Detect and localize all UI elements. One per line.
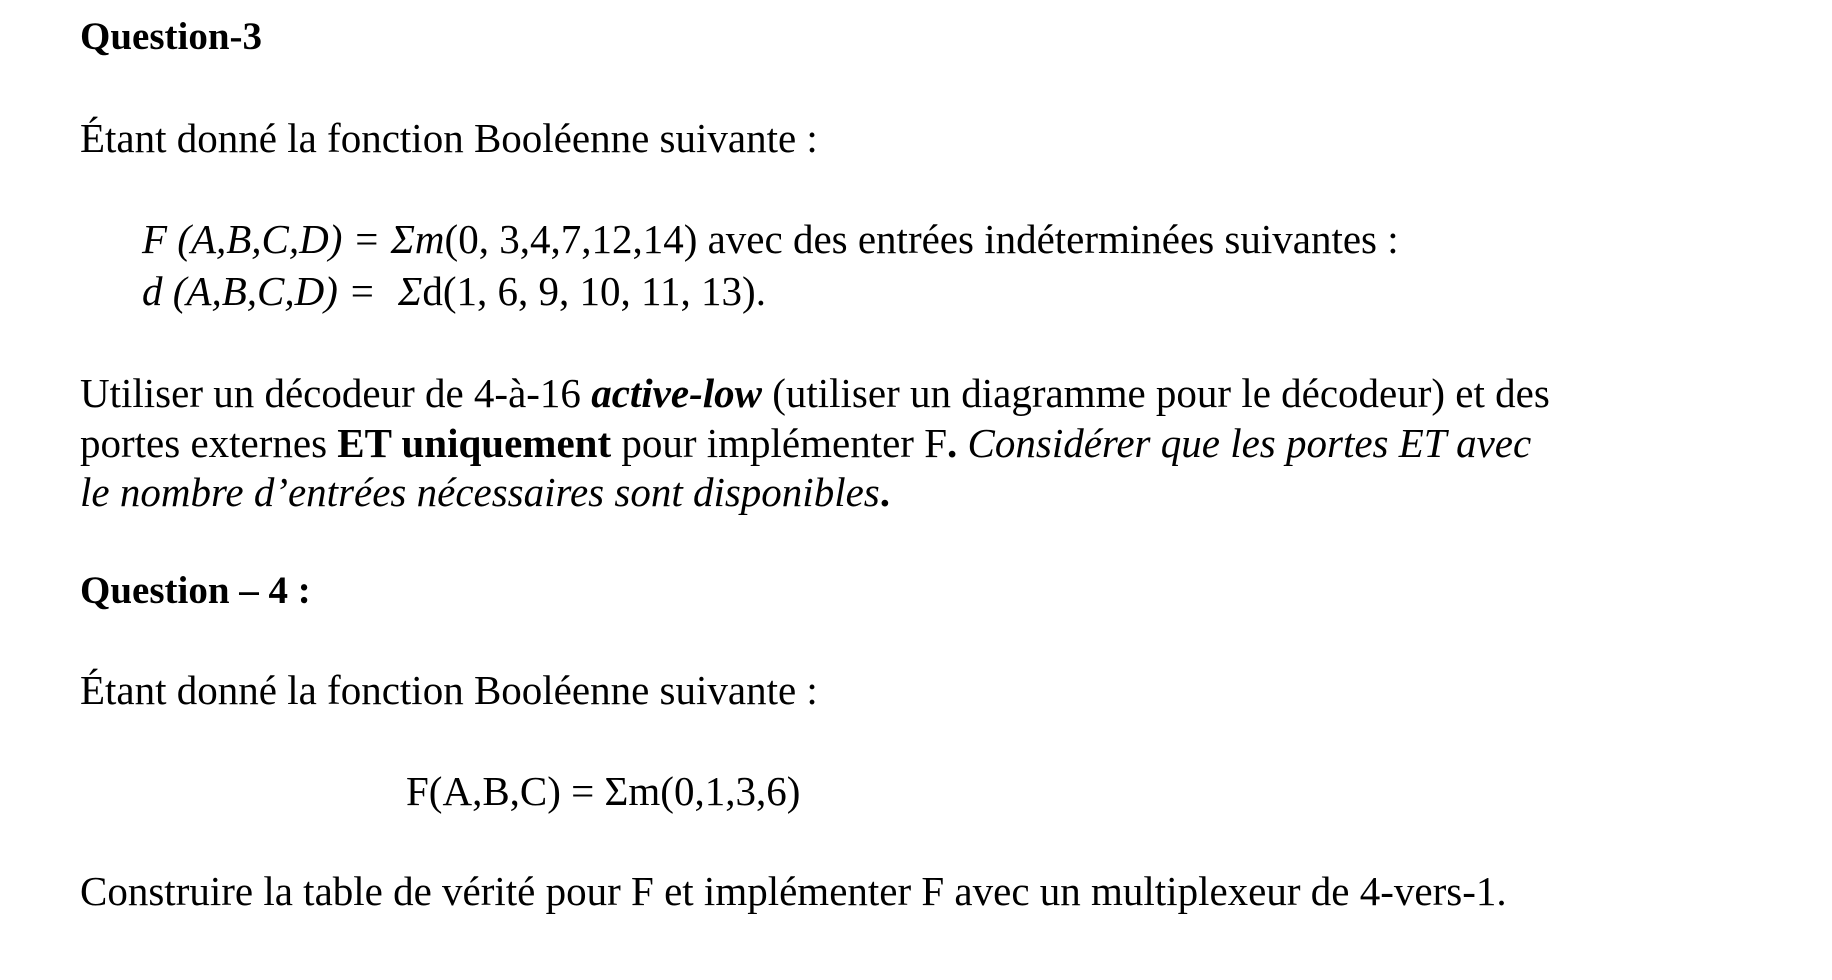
d-rest: d(1, 6, 9, 10, 11, 13). bbox=[422, 268, 766, 314]
question-3-function-f bbox=[142, 213, 1399, 265]
d-sigma: Σ bbox=[398, 268, 423, 314]
et-uniquement-term: ET uniquement bbox=[337, 420, 612, 466]
question-3-task-line-1 bbox=[80, 368, 1550, 418]
task-period-2: . bbox=[879, 469, 890, 515]
task-text-3: portes externes bbox=[80, 420, 338, 466]
question-4-equation: F(A,B,C) = Σm(0,1,3,6) bbox=[406, 768, 801, 814]
active-low-term: active-low bbox=[591, 370, 762, 416]
question-3-function-d bbox=[142, 265, 766, 317]
question-3-task-line-2 bbox=[80, 418, 1531, 468]
question-4-task: Construire la table de vérité pour F et implémenter F avec un multiplexeur de 4-vers-1. bbox=[80, 868, 1507, 914]
task-period: . bbox=[947, 420, 958, 466]
task-italic-2: le nombre d’entrées nécessaires sont disponibles bbox=[80, 469, 880, 515]
question-3-task-line-3 bbox=[80, 467, 890, 517]
question-4-intro: Étant donné la fonction Booléenne suivante : bbox=[80, 667, 818, 713]
question-3-intro: Étant donné la fonction Booléenne suivante : bbox=[80, 115, 818, 161]
task-text-2: (utiliser un diagramme pour le décodeur) et des bbox=[761, 370, 1550, 416]
task-text-1: Utiliser un décodeur de 4-à-16 bbox=[80, 370, 592, 416]
f-rest: (0, 3,4,7,12,14) avec des entrées indéterminées suivantes : bbox=[444, 216, 1399, 262]
task-italic-1: Considérer que les portes ET avec bbox=[957, 420, 1532, 466]
question-4-heading: Question – 4 : bbox=[80, 569, 311, 612]
d-lhs: d (A,B,C,D) = bbox=[142, 268, 387, 314]
f-sigma: Σm bbox=[390, 216, 445, 262]
task-text-4: pour implémenter F bbox=[611, 420, 948, 466]
question-3-heading: Question-3 bbox=[80, 15, 263, 58]
f-lhs: F (A,B,C,D) = bbox=[142, 216, 391, 262]
